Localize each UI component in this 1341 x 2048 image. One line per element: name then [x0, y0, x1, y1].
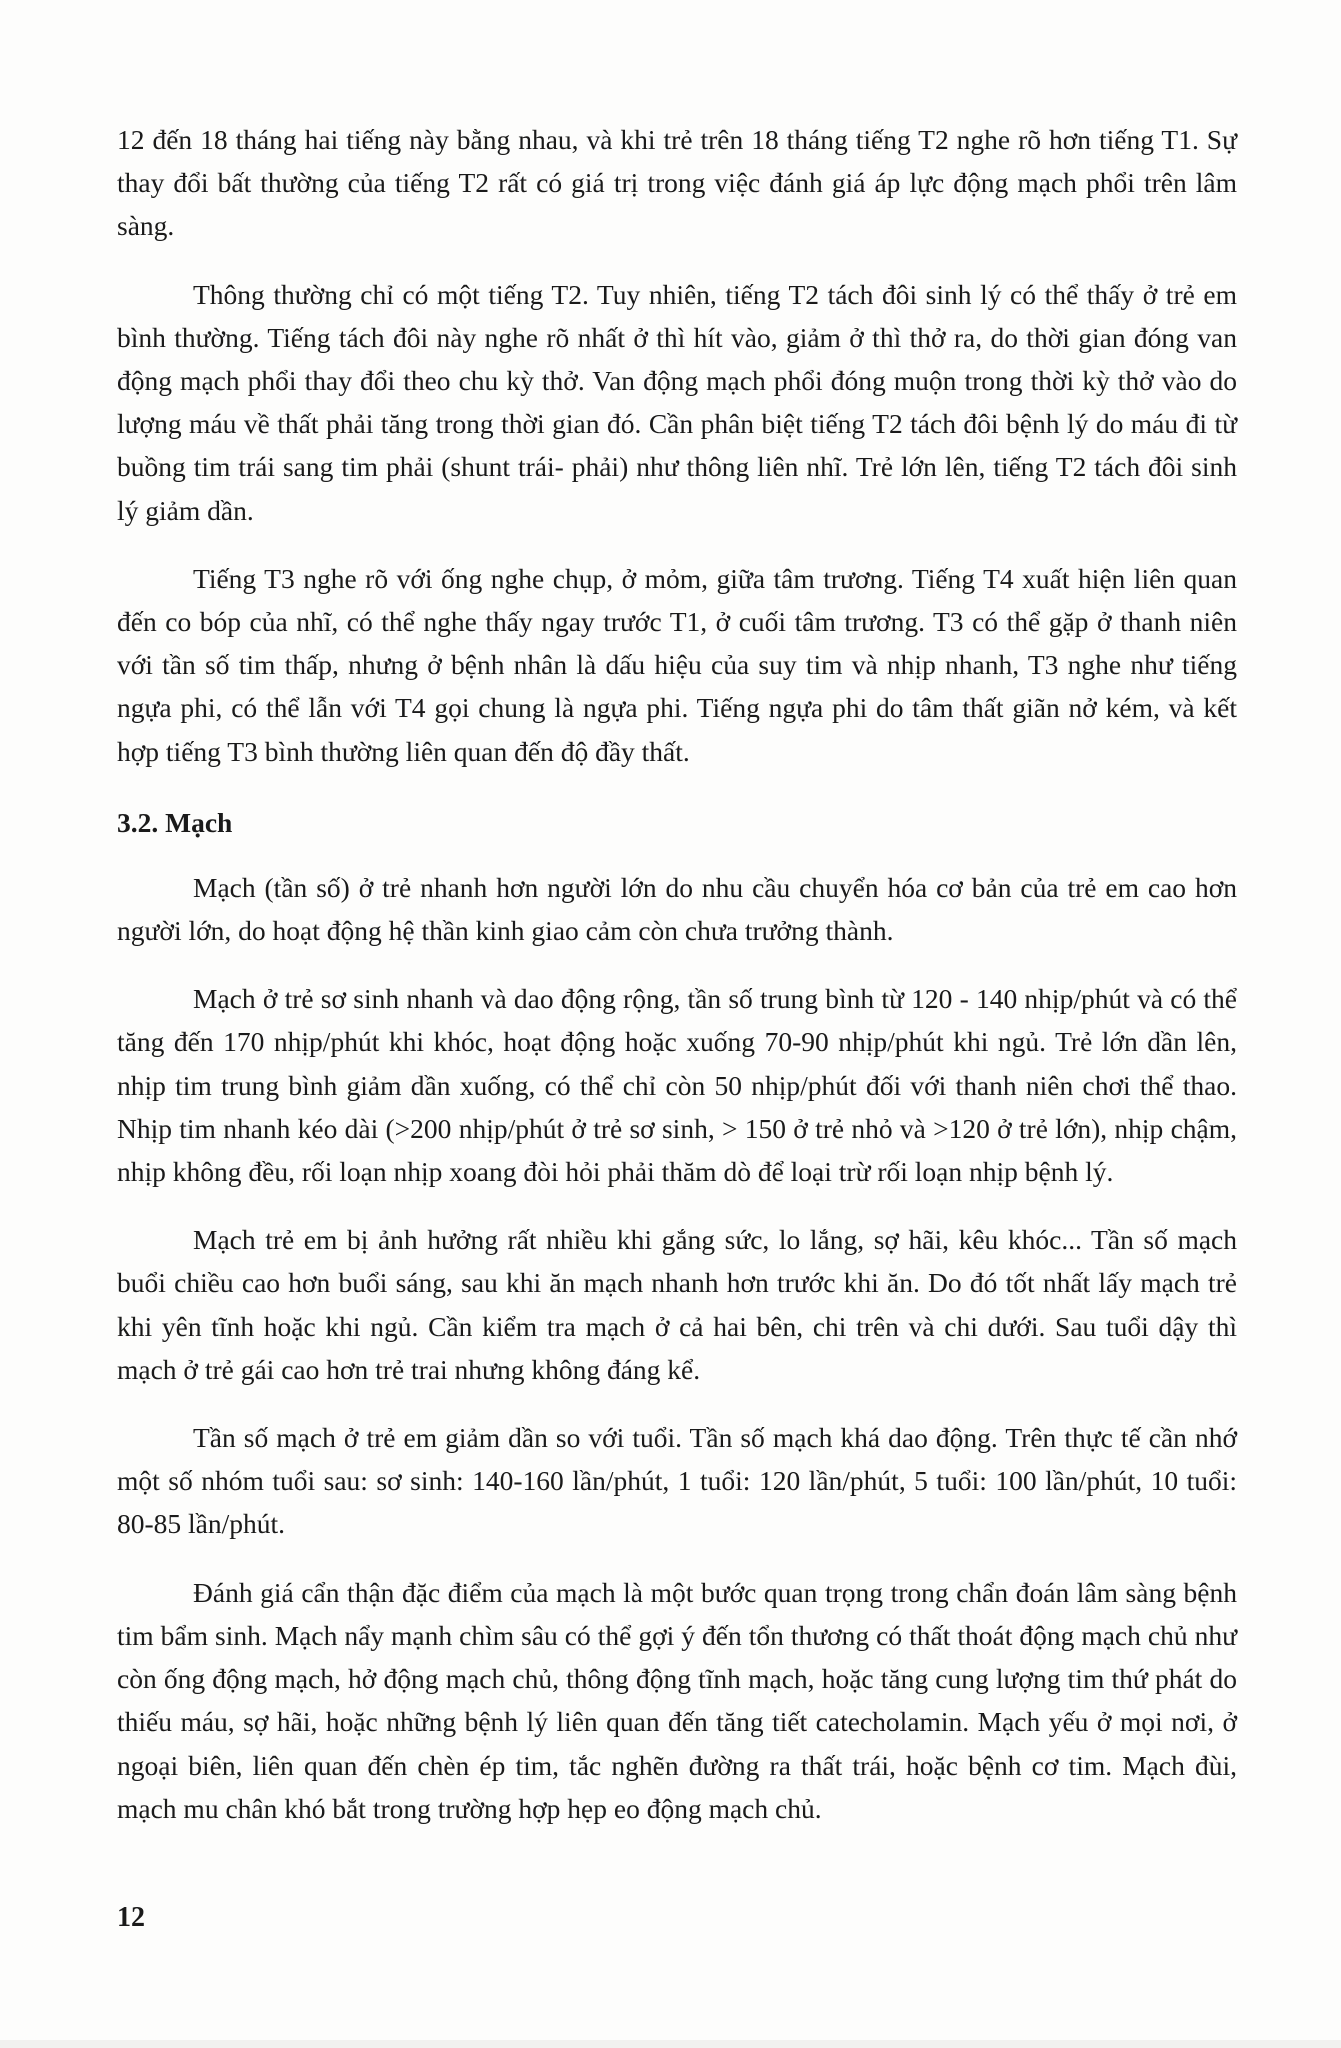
paragraph-newborn-pulse: Mạch ở trẻ sơ sinh nhanh và dao động rộng, tần số trung bình từ 120 - 140 nhịp/phút và có thể tăng đến 170 nhịp/phút khi khóc, hoạt động hoặc xuống 70-90 nhịp/phút khi ngủ. Trẻ lớn dần lên, nhịp tim trung bình giảm dần xuống, có thể chỉ còn 50 nhịp/phút đối với thanh niên chơi thể thao. Nhịp tim nhanh kéo dài (>200 nhịp/phút ở trẻ sơ sinh, > 150 ở trẻ nhỏ và >120 ở trẻ lớn), nhịp chậm, nhịp không đều, rối loạn nhịp xoang đòi hỏi phải thăm dò để loại trừ rối loạn nhịp bệnh lý. [117, 983, 1237, 1188]
paragraph-t3-t4: Tiếng T3 nghe rõ với ống nghe chụp, ở mỏm, giữa tâm trương. Tiếng T4 xuất hiện liên quan đến co bóp của nhĩ, có thể nghe thấy ngay trước T1, ở cuối tâm trương. T3 có thể gặp ở thanh niên với tần số tim thấp, nhưng ở bệnh nhân là dấu hiệu của suy tim và nhịp nhanh, T3 nghe như tiếng ngựa phi, có thể lẫn với T4 gọi chung là ngựa phi. Tiếng ngựa phi do tâm thất giãn nở kém, và kết hợp tiếng T3 bình thường liên quan đến độ đầy thất. [117, 562, 1237, 767]
section-heading: 3.2. Mạch [117, 806, 233, 838]
page-body [117, 118, 1237, 1855]
paragraph-pulse-rate: Mạch (tần số) ở trẻ nhanh hơn người lớn do nhu cầu chuyển hóa cơ bản của trẻ em cao hơn người lớn, do hoạt động hệ thần kinh giao cảm còn chưa trưởng thành. [117, 871, 1237, 947]
paragraph-pulse-assessment: Đánh giá cẩn thận đặc điểm của mạch là một bước quan trọng trong chẩn đoán lâm sàng bệnh tim bẩm sinh. Mạch nẩy mạnh chìm sâu có thể gợi ý đến tổn thương có thất thoát động mạch chủ như còn ống động mạch, hở động mạch chủ, thông động tĩnh mạch, hoặc tăng cung lượng tim thứ phát do thiếu máu, sợ hãi, hoặc những bệnh lý liên quan đến tăng tiết catecholamin. Mạch yếu ở mọi nơi, ở ngoại biên, liên quan đến chèn ép tim, tắc nghẽn đường ra thất trái, hoặc bệnh cơ tim. Mạch đùi, mạch mu chân khó bắt trong trường hợp hẹp eo động mạch chủ. [117, 1576, 1237, 1824]
paragraph-t2-continuation: 12 đến 18 tháng hai tiếng này bằng nhau, và khi trẻ trên 18 tháng tiếng T2 nghe rõ hơn tiếng T1. Sự thay đổi bất thường của tiếng T2 rất có giá trị trong việc đánh giá áp lực động mạch phổi trên lâm sàng. [117, 124, 1237, 242]
paragraph-pulse-factors: Mạch trẻ em bị ảnh hưởng rất nhiều khi gắng sức, lo lắng, sợ hãi, kêu khóc... Tần số mạch buổi chiều cao hơn buổi sáng, sau khi ăn mạch nhanh hơn trước khi ăn. Do đó tốt nhất lấy mạch trẻ khi yên tĩnh hoặc khi ngủ. Cần kiểm tra mạch ở cả hai bên, chi trên và chi dưới. Sau tuổi dậy thì mạch ở trẻ gái cao hơn trẻ trai nhưng không đáng kể. [117, 1224, 1237, 1385]
page-number: 12 [117, 1902, 145, 1933]
page-bottom-edge [0, 2040, 1341, 2048]
paragraph-pulse-by-age: Tần số mạch ở trẻ em giảm dần so với tuổi. Tần số mạch khá dao động. Trên thực tế cần nhớ một số nhóm tuổi sau: sơ sinh: 140-160 lần/phút, 1 tuổi: 120 lần/phút, 5 tuổi: 100 lần/phút, 10 tuổi: 80-85 lần/phút. [117, 1422, 1237, 1540]
paragraph-t2-split: Thông thường chỉ có một tiếng T2. Tuy nhiên, tiếng T2 tách đôi sinh lý có thể thấy ở trẻ em bình thường. Tiếng tách đôi này nghe rõ nhất ở thì hít vào, giảm ở thì thở ra, do thời gian đóng van động mạch phổi thay đổi theo chu kỳ thở. Van động mạch phổi đóng muộn trong thời kỳ thở vào do lượng máu về thất phải tăng trong thời gian đó. Cần phân biệt tiếng T2 tách đôi bệnh lý do máu đi từ buồng tim trái sang tim phải (shunt trái- phải) như thông liên nhĩ. Trẻ lớn lên, tiếng T2 tách đôi sinh lý giảm dần. [117, 278, 1237, 526]
